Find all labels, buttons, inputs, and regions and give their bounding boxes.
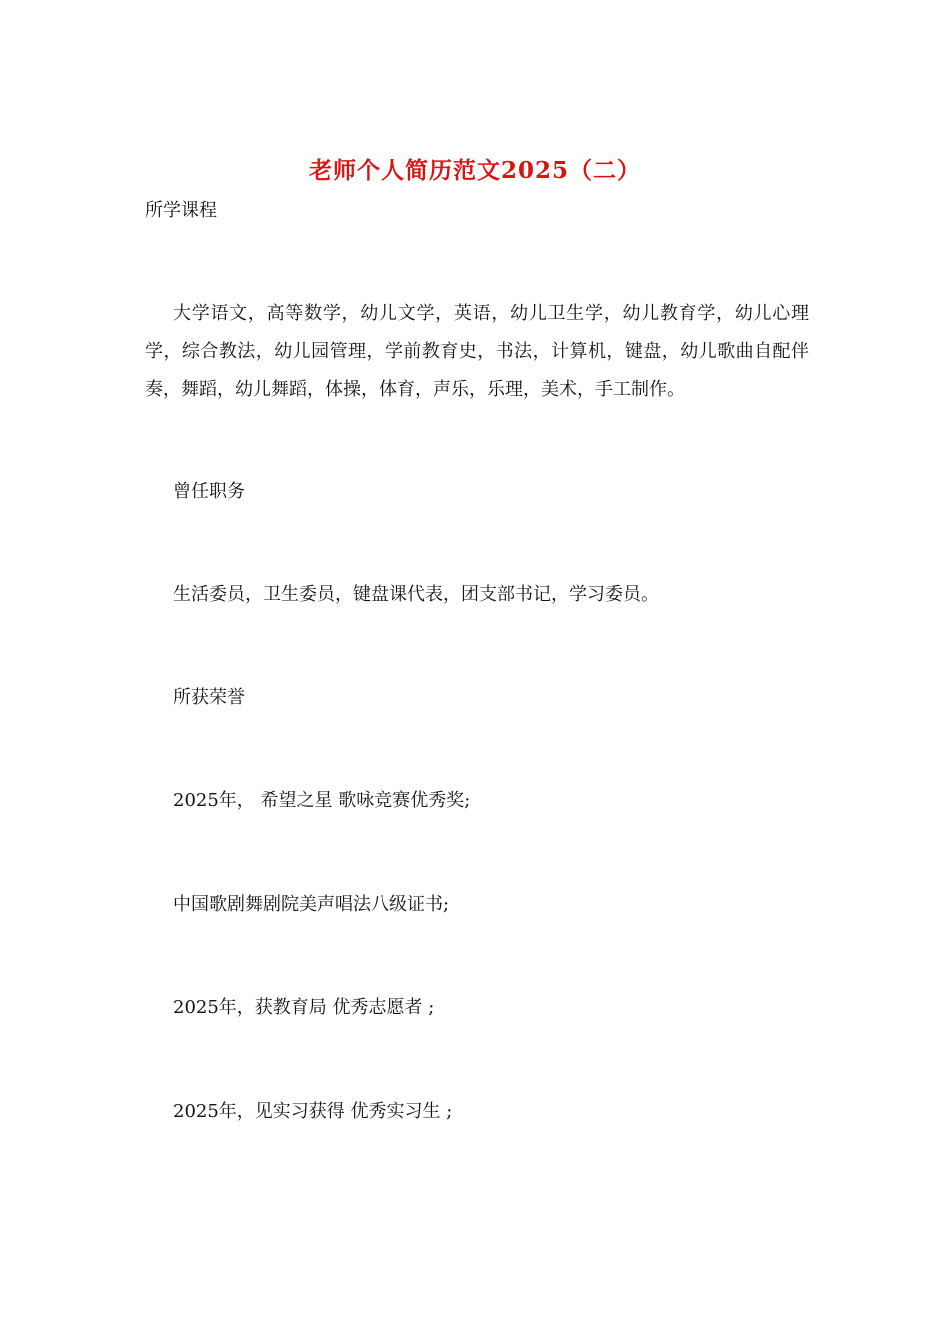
honor-item: 2025年， 希望之星 歌咏竞赛优秀奖; (173, 790, 471, 811)
positions-heading: 曾任职务 (173, 481, 245, 502)
honor-item: 2025年，见实习获得 优秀实习生 ; (173, 1101, 453, 1122)
positions-text: 生活委员，卫生委员，键盘课代表，团支部书记，学习委员。 (173, 584, 659, 605)
courses-text: 大学语文，高等数学，幼儿文学，英语，幼儿卫生学，幼儿教育学，幼儿心理学，综合教法，幼儿园管理，学前教育史，书法，计算机，键盘，幼儿歌曲自配伴奏，舞蹈，幼儿舞蹈，体操，体育，声乐，乐理，美术，手工制作。 (145, 303, 809, 400)
courses-heading: 所学课程 (145, 200, 217, 221)
honor-item: 中国歌剧舞剧院美声唱法八级证书; (173, 894, 450, 915)
honors-heading: 所获荣誉 (173, 687, 245, 708)
honor-item: 2025年，获教育局 优秀志愿者 ; (173, 997, 435, 1018)
document-title: 老师个人简历范文2025（二） (308, 157, 641, 184)
